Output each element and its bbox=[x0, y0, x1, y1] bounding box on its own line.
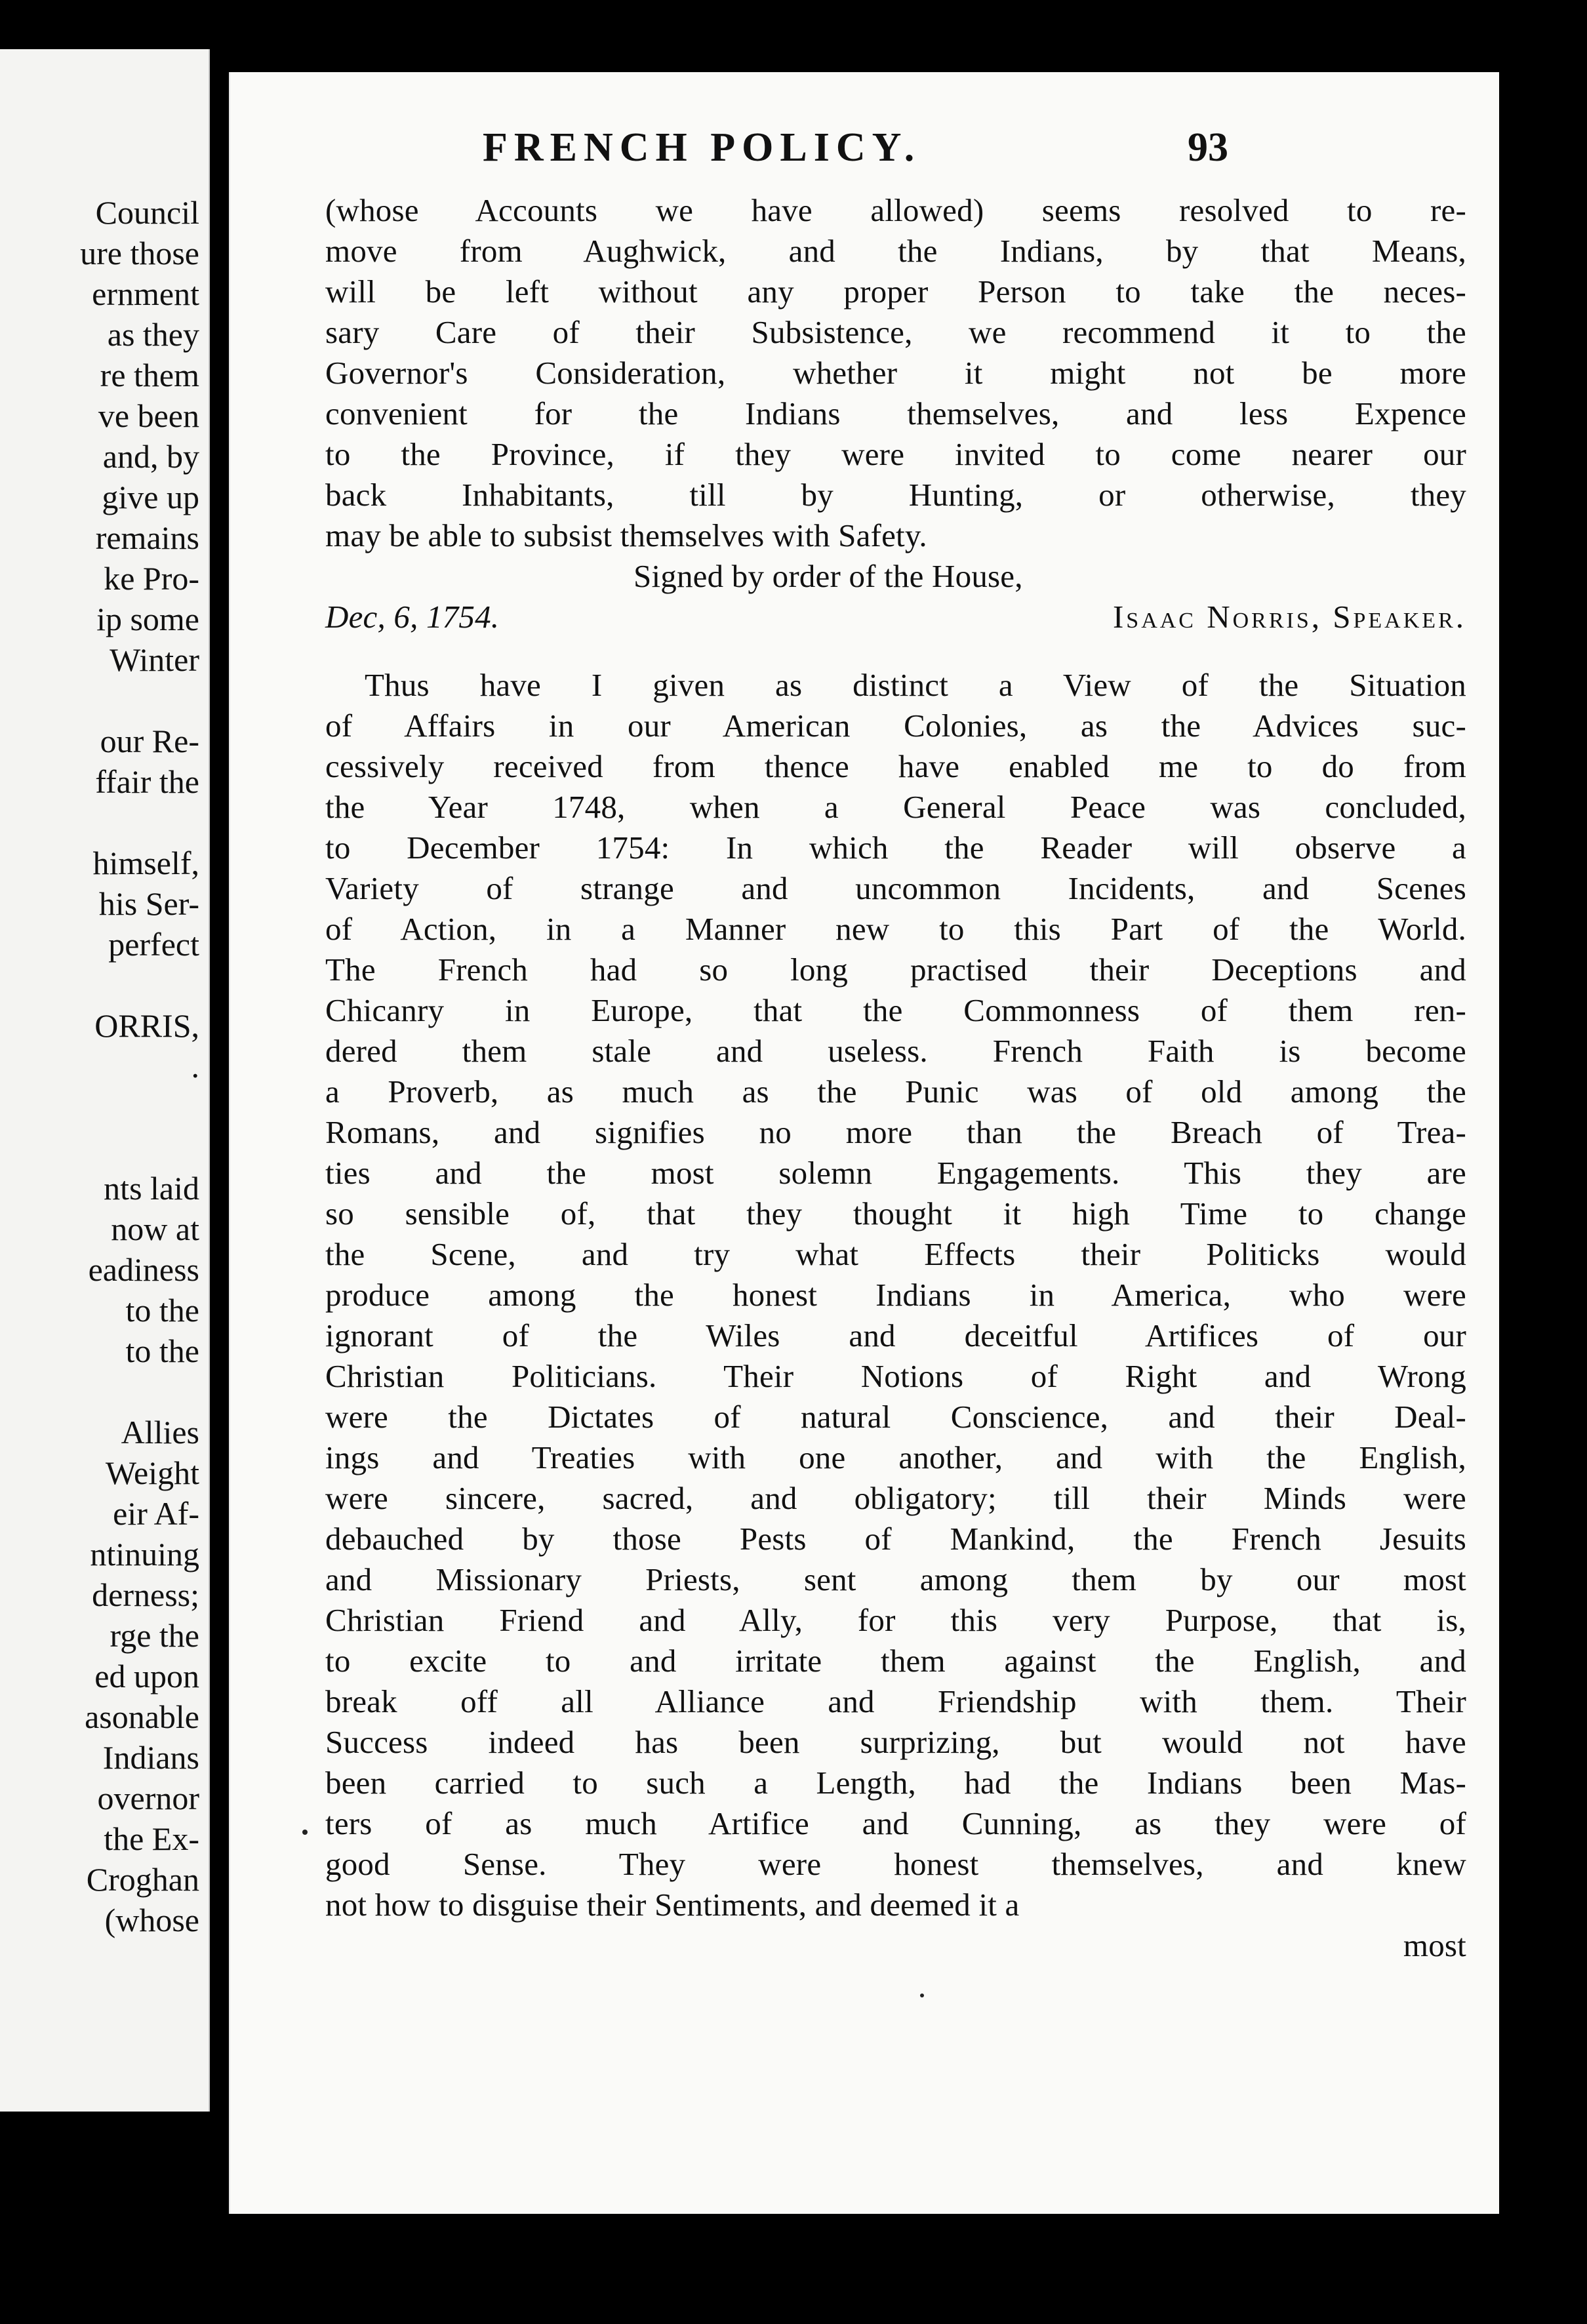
text-line: Success indeed has been surprizing, but would not have bbox=[325, 1724, 1466, 1760]
paragraph-summary bbox=[325, 665, 1466, 1925]
previous-page-line: eir Af- bbox=[113, 1495, 199, 1532]
text-line: The French had so long practised their Deceptions and bbox=[325, 952, 1466, 988]
signature-line: Signed by order of the House, bbox=[633, 558, 1023, 594]
text-line: break off all Alliance and Friendship with them. Their bbox=[325, 1683, 1466, 1719]
previous-page-line: to the bbox=[125, 1292, 199, 1329]
previous-page-line: Indians bbox=[102, 1739, 199, 1776]
previous-page-line: . bbox=[191, 1048, 199, 1085]
speaker-signature: Isaac Norris, Speaker. bbox=[1112, 599, 1466, 635]
text-line: Chicanry in Europe, that the Commonness of them ren- bbox=[325, 992, 1466, 1028]
text-line: Christian Friend and Ally, for this very Purpose, that is, bbox=[325, 1602, 1466, 1638]
text-line: produce among the honest Indians in America, who were bbox=[325, 1277, 1466, 1313]
book-page bbox=[229, 72, 1499, 2214]
text-line: will be left without any proper Person to take the neces- bbox=[325, 273, 1466, 310]
previous-page-line: Croghan bbox=[86, 1861, 199, 1898]
previous-page-line: Allies bbox=[121, 1414, 199, 1451]
previous-page-line bbox=[3, 965, 199, 1005]
text-line: were the Dictates of natural Conscience, and their Deal- bbox=[325, 1399, 1466, 1435]
previous-page-line: Council bbox=[95, 194, 199, 231]
previous-page-line: Weight bbox=[105, 1454, 199, 1491]
text-line: ignorant of the Wiles and deceitful Artifices of our bbox=[325, 1317, 1466, 1353]
previous-page-line: eadiness bbox=[88, 1251, 199, 1288]
text-line: to the Province, if they were invited to come nearer our bbox=[325, 436, 1466, 472]
text-line: of Affairs in our American Colonies, as the Advices suc- bbox=[325, 708, 1466, 744]
text-line: (whose Accounts we have allowed) seems resolved to re- bbox=[325, 192, 1466, 228]
running-head: FRENCH POLICY. bbox=[483, 125, 921, 170]
previous-page-line: as they bbox=[107, 316, 199, 353]
text-line: move from Aughwick, and the Indians, by that Means, bbox=[325, 233, 1466, 269]
text-line: good Sense. They were honest themselves, and knew bbox=[325, 1846, 1466, 1882]
previous-page-line: derness; bbox=[92, 1576, 199, 1613]
text-line: a Proverb, as much as the Punic was of old among the bbox=[325, 1073, 1466, 1110]
text-line: ties and the most solemn Engagements. This they are bbox=[325, 1155, 1466, 1191]
text-line: cessively received from thence have enabled me to do from bbox=[325, 748, 1466, 784]
previous-page-line: nts laid bbox=[104, 1170, 199, 1207]
previous-page-line bbox=[3, 1087, 199, 1127]
previous-page-line: ORRIS, bbox=[94, 1007, 199, 1044]
previous-page-line bbox=[3, 1371, 199, 1412]
previous-page-line: give up bbox=[102, 479, 199, 515]
date-speaker-line bbox=[325, 597, 1466, 637]
text-line: dered them stale and useless. French Faith is become bbox=[325, 1033, 1466, 1069]
text-line: back Inhabitants, till by Hunting, or otherwise, they bbox=[325, 477, 1466, 513]
text-line: Variety of strange and uncommon Incidents, and Scenes bbox=[325, 870, 1466, 906]
previous-page-line: ke Pro- bbox=[104, 560, 199, 597]
text-line: so sensible of, that they thought it high Time to change bbox=[325, 1195, 1466, 1232]
previous-page-line: ve been bbox=[98, 397, 199, 434]
previous-page-line: ip some bbox=[96, 601, 199, 637]
previous-page-fragment bbox=[0, 49, 210, 2112]
previous-page-line: the Ex- bbox=[104, 1820, 199, 1857]
text-line: to excite to and irritate them against the English, and bbox=[325, 1643, 1466, 1679]
previous-page-line: (whose bbox=[104, 1902, 199, 1938]
previous-page-line bbox=[3, 1127, 199, 1168]
text-line: ters of as much Artifice and Cunning, as they were of bbox=[325, 1805, 1466, 1841]
text-line: convenient for the Indians themselves, and less Expence bbox=[325, 395, 1466, 431]
previous-page-line: rge the bbox=[110, 1617, 199, 1654]
page-body bbox=[325, 190, 1466, 1966]
text-line: not how to disguise their Sentiments, and deemed it a bbox=[325, 1887, 1020, 1923]
previous-page-line: now at bbox=[111, 1211, 199, 1247]
text-line: the Year 1748, when a General Peace was concluded, bbox=[325, 789, 1466, 825]
text-line: may be able to subsist themselves with Safety. bbox=[325, 517, 927, 553]
previous-page-text bbox=[3, 192, 199, 1940]
text-line: debauched by those Pests of Mankind, the French Jesuits bbox=[325, 1521, 1466, 1557]
previous-page-line: ernment bbox=[92, 275, 199, 312]
previous-page-line: to the bbox=[125, 1332, 199, 1369]
previous-page-line: ure those bbox=[80, 235, 199, 271]
text-line: of Action, in a Manner new to this Part of the World. bbox=[325, 911, 1466, 947]
ink-speck bbox=[920, 1993, 924, 1997]
previous-page-line: Winter bbox=[110, 641, 199, 678]
text-line: Governor's Consideration, whether it might not be more bbox=[325, 355, 1466, 391]
ink-speck bbox=[302, 1830, 308, 1835]
text-line: Christian Politicians. Their Notions of Right and Wrong bbox=[325, 1358, 1466, 1394]
text-line: were sincere, sacred, and obligatory; till their Minds were bbox=[325, 1480, 1466, 1516]
previous-page-line: ed upon bbox=[94, 1658, 199, 1694]
letter-date: Dec, 6, 1754. bbox=[325, 599, 500, 635]
page-header bbox=[230, 125, 1499, 177]
catchword: most bbox=[1403, 1927, 1466, 1963]
text-line: Thus have I given as distinct a View of the Situation bbox=[365, 667, 1466, 703]
text-line: been carried to such a Length, had the Indians been Mas- bbox=[325, 1765, 1466, 1801]
paragraph-letter-end bbox=[325, 190, 1466, 556]
previous-page-line: remains bbox=[95, 519, 199, 556]
previous-page-line: himself, bbox=[92, 845, 199, 881]
page-number: 93 bbox=[1188, 125, 1228, 170]
previous-page-line: his Ser- bbox=[98, 885, 199, 922]
text-line: sary Care of their Subsistence, we recommend it to the bbox=[325, 314, 1466, 350]
previous-page-line bbox=[3, 680, 199, 721]
previous-page-line: overnor bbox=[97, 1780, 199, 1816]
text-line: and Missionary Priests, sent among them by our most bbox=[325, 1561, 1466, 1597]
previous-page-line bbox=[3, 802, 199, 843]
text-line: ings and Treaties with one another, and with the English, bbox=[325, 1439, 1466, 1475]
text-line: the Scene, and try what Effects their Politicks would bbox=[325, 1236, 1466, 1272]
text-line: to December 1754: In which the Reader will observe a bbox=[325, 830, 1466, 866]
text-line: Romans, and signifies no more than the Breach of Trea- bbox=[325, 1114, 1466, 1150]
previous-page-line: and, by bbox=[102, 438, 199, 475]
previous-page-line: our Re- bbox=[100, 723, 199, 759]
previous-page-line: perfect bbox=[108, 926, 199, 963]
previous-page-line: ntinuing bbox=[90, 1536, 199, 1573]
previous-page-line: asonable bbox=[85, 1698, 199, 1735]
previous-page-line: ffair the bbox=[95, 763, 199, 800]
previous-page-line: re them bbox=[100, 357, 199, 393]
